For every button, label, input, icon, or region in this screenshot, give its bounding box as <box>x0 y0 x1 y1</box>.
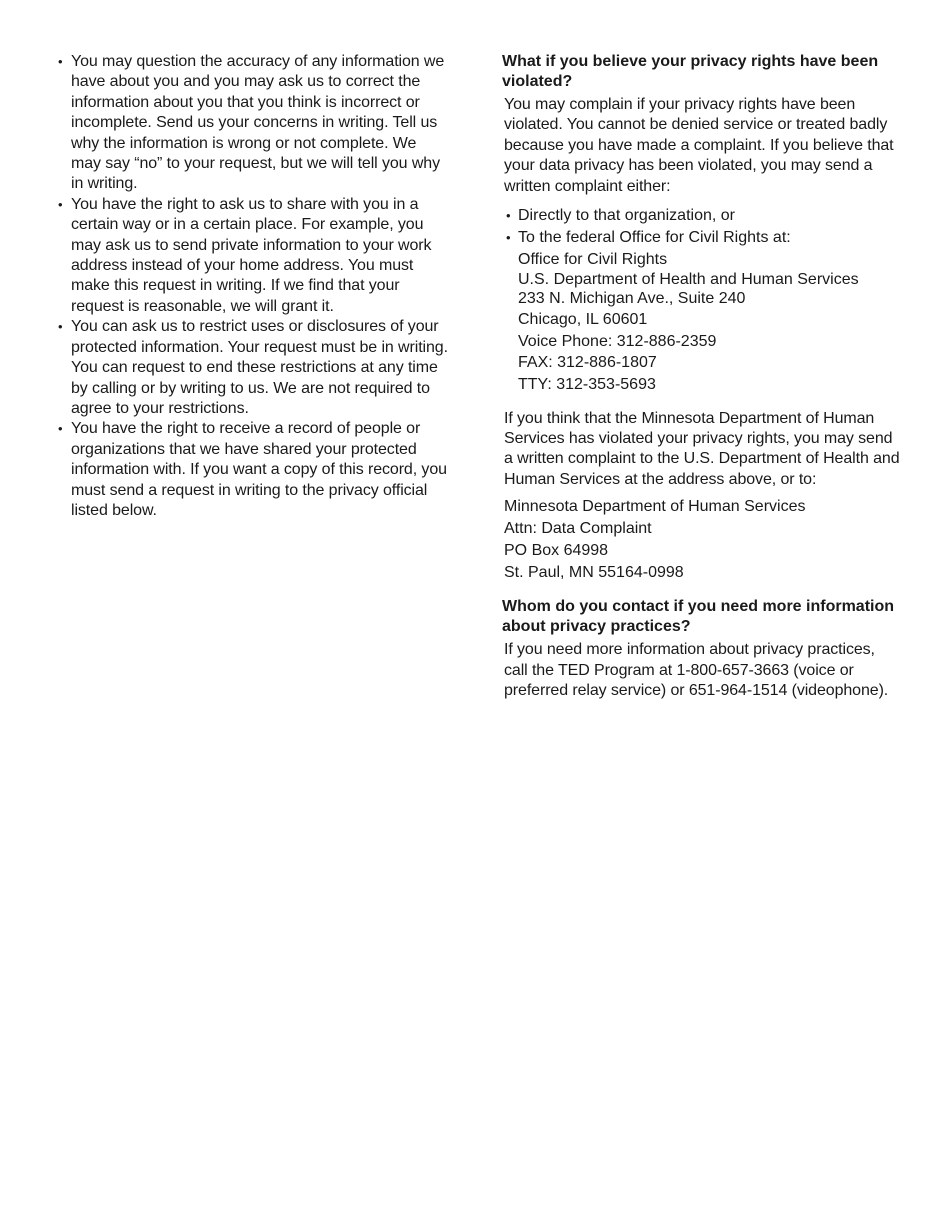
dhs-complaint-paragraph: If you think that the Minnesota Department of Human Services has violated your privacy rights, you may send a written complaint to the U.S. Department of Health and Human Services at the address above, or to: <box>504 409 900 488</box>
left-column <box>58 52 450 521</box>
address-line: Attn: Data Complaint <box>504 520 652 538</box>
list-item: • You have the right to receive a record of people or organizations that we have shared your protected information with. If you want a copy of this record, you must send a request in writing to the privacy official listed below. <box>58 419 450 521</box>
phone-line: Voice Phone: 312-886-2359 <box>518 332 717 350</box>
contact-paragraph: If you need more information about privacy practices, call the TED Program at 1-800-657-3663 (voice or preferred relay service) or 651-964-1514 (videophone). <box>504 641 889 700</box>
address-line: 233 N. Michigan Ave., Suite 240 <box>518 289 746 307</box>
section-heading-contact: Whom do you contact if you need more information about privacy practices? <box>502 598 895 636</box>
complaint-options <box>504 205 902 249</box>
fax-line: FAX: 312-886-1807 <box>518 354 657 372</box>
list-item: • Directly to that organization, or <box>504 205 902 227</box>
complaint-paragraph: You may complain if your privacy rights have been violated. You cannot be denied service or treated badly because you have made a complaint. If you believe that your data privacy has been violated, you may send a written complaint either: <box>504 96 894 195</box>
address-line: PO Box 64998 <box>504 541 609 559</box>
address-line: Minnesota Department of Human Services <box>504 498 806 516</box>
ocr-address <box>518 249 902 396</box>
address-line: St. Paul, MN 55164-0998 <box>504 563 684 581</box>
list-item: • You have the right to ask us to share with you in a certain way or in a certain place. For example, you may ask us to send private information to your work address instead of your home address. You must make this request in writing. If we find that your request is reasonable, we will grant it. <box>58 195 450 317</box>
dhs-address <box>504 496 902 583</box>
tty-line: TTY: 312-353-5693 <box>518 376 656 393</box>
list-item: • You can ask us to restrict uses or disclosures of your protected information. Your request must be in writing. You can request to end these restrictions at any time by calling or by writing to us. We are not required to agree to your restrictions. <box>58 317 450 419</box>
address-line: U.S. Department of Health and Human Services <box>518 270 859 288</box>
right-column <box>502 52 902 702</box>
section-heading-violations: What if you believe your privacy rights have been violated? <box>502 53 879 90</box>
list-item: • You may question the accuracy of any information we have about you and you may ask us to correct the information about you that you think is incorrect or incomplete. Send us your concerns in writing. Tell us why the information is wrong or not complete. We may say “no” to your request, but we will tell you why in writing. <box>58 52 450 195</box>
rights-list <box>58 52 450 521</box>
address-line: Chicago, IL 60601 <box>518 311 648 329</box>
address-line: Office for Civil Rights <box>518 251 668 269</box>
list-item: • To the federal Office for Civil Rights at: <box>504 227 902 249</box>
